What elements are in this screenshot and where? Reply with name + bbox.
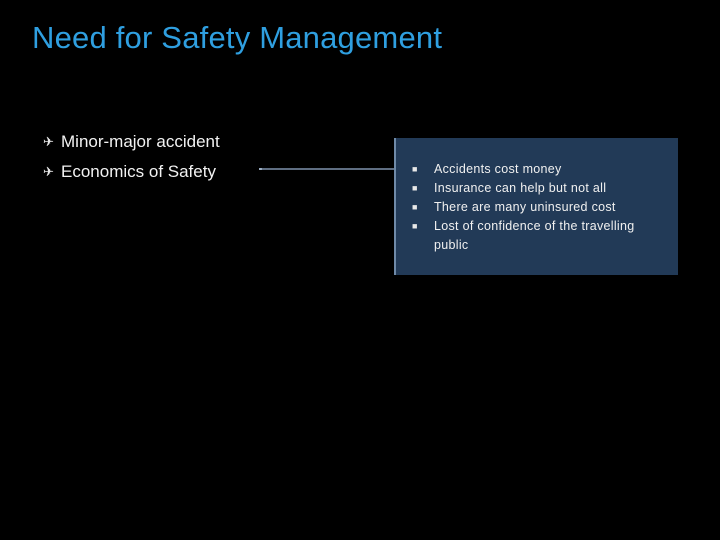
- info-item-text: There are many uninsured cost: [434, 200, 616, 214]
- bullet-text: Minor-major accident: [61, 132, 220, 151]
- info-item-text: Insurance can help but not all: [434, 181, 607, 195]
- info-item-text: Accidents cost money: [434, 162, 562, 176]
- airplane-icon: ✈: [43, 164, 54, 179]
- info-item: [412, 179, 662, 198]
- square-bullet-icon: ■: [412, 164, 418, 174]
- slide-title: Need for Safety Management: [32, 20, 443, 55]
- bullet-item: [43, 157, 220, 187]
- info-box: [394, 138, 678, 275]
- square-bullet-icon: ■: [412, 221, 418, 231]
- info-list: [412, 160, 662, 255]
- bullet-text: Economics of Safety: [61, 162, 216, 181]
- bullet-item: [43, 127, 220, 157]
- airplane-icon: ✈: [43, 134, 54, 149]
- info-item-text: Lost of confidence of the travelling public: [434, 219, 635, 252]
- bullet-list: [43, 127, 220, 187]
- info-item: [412, 217, 662, 255]
- connector-arrow: [259, 168, 399, 170]
- info-item: [412, 198, 662, 217]
- square-bullet-icon: ■: [412, 183, 418, 193]
- info-item: [412, 160, 662, 179]
- square-bullet-icon: ■: [412, 202, 418, 212]
